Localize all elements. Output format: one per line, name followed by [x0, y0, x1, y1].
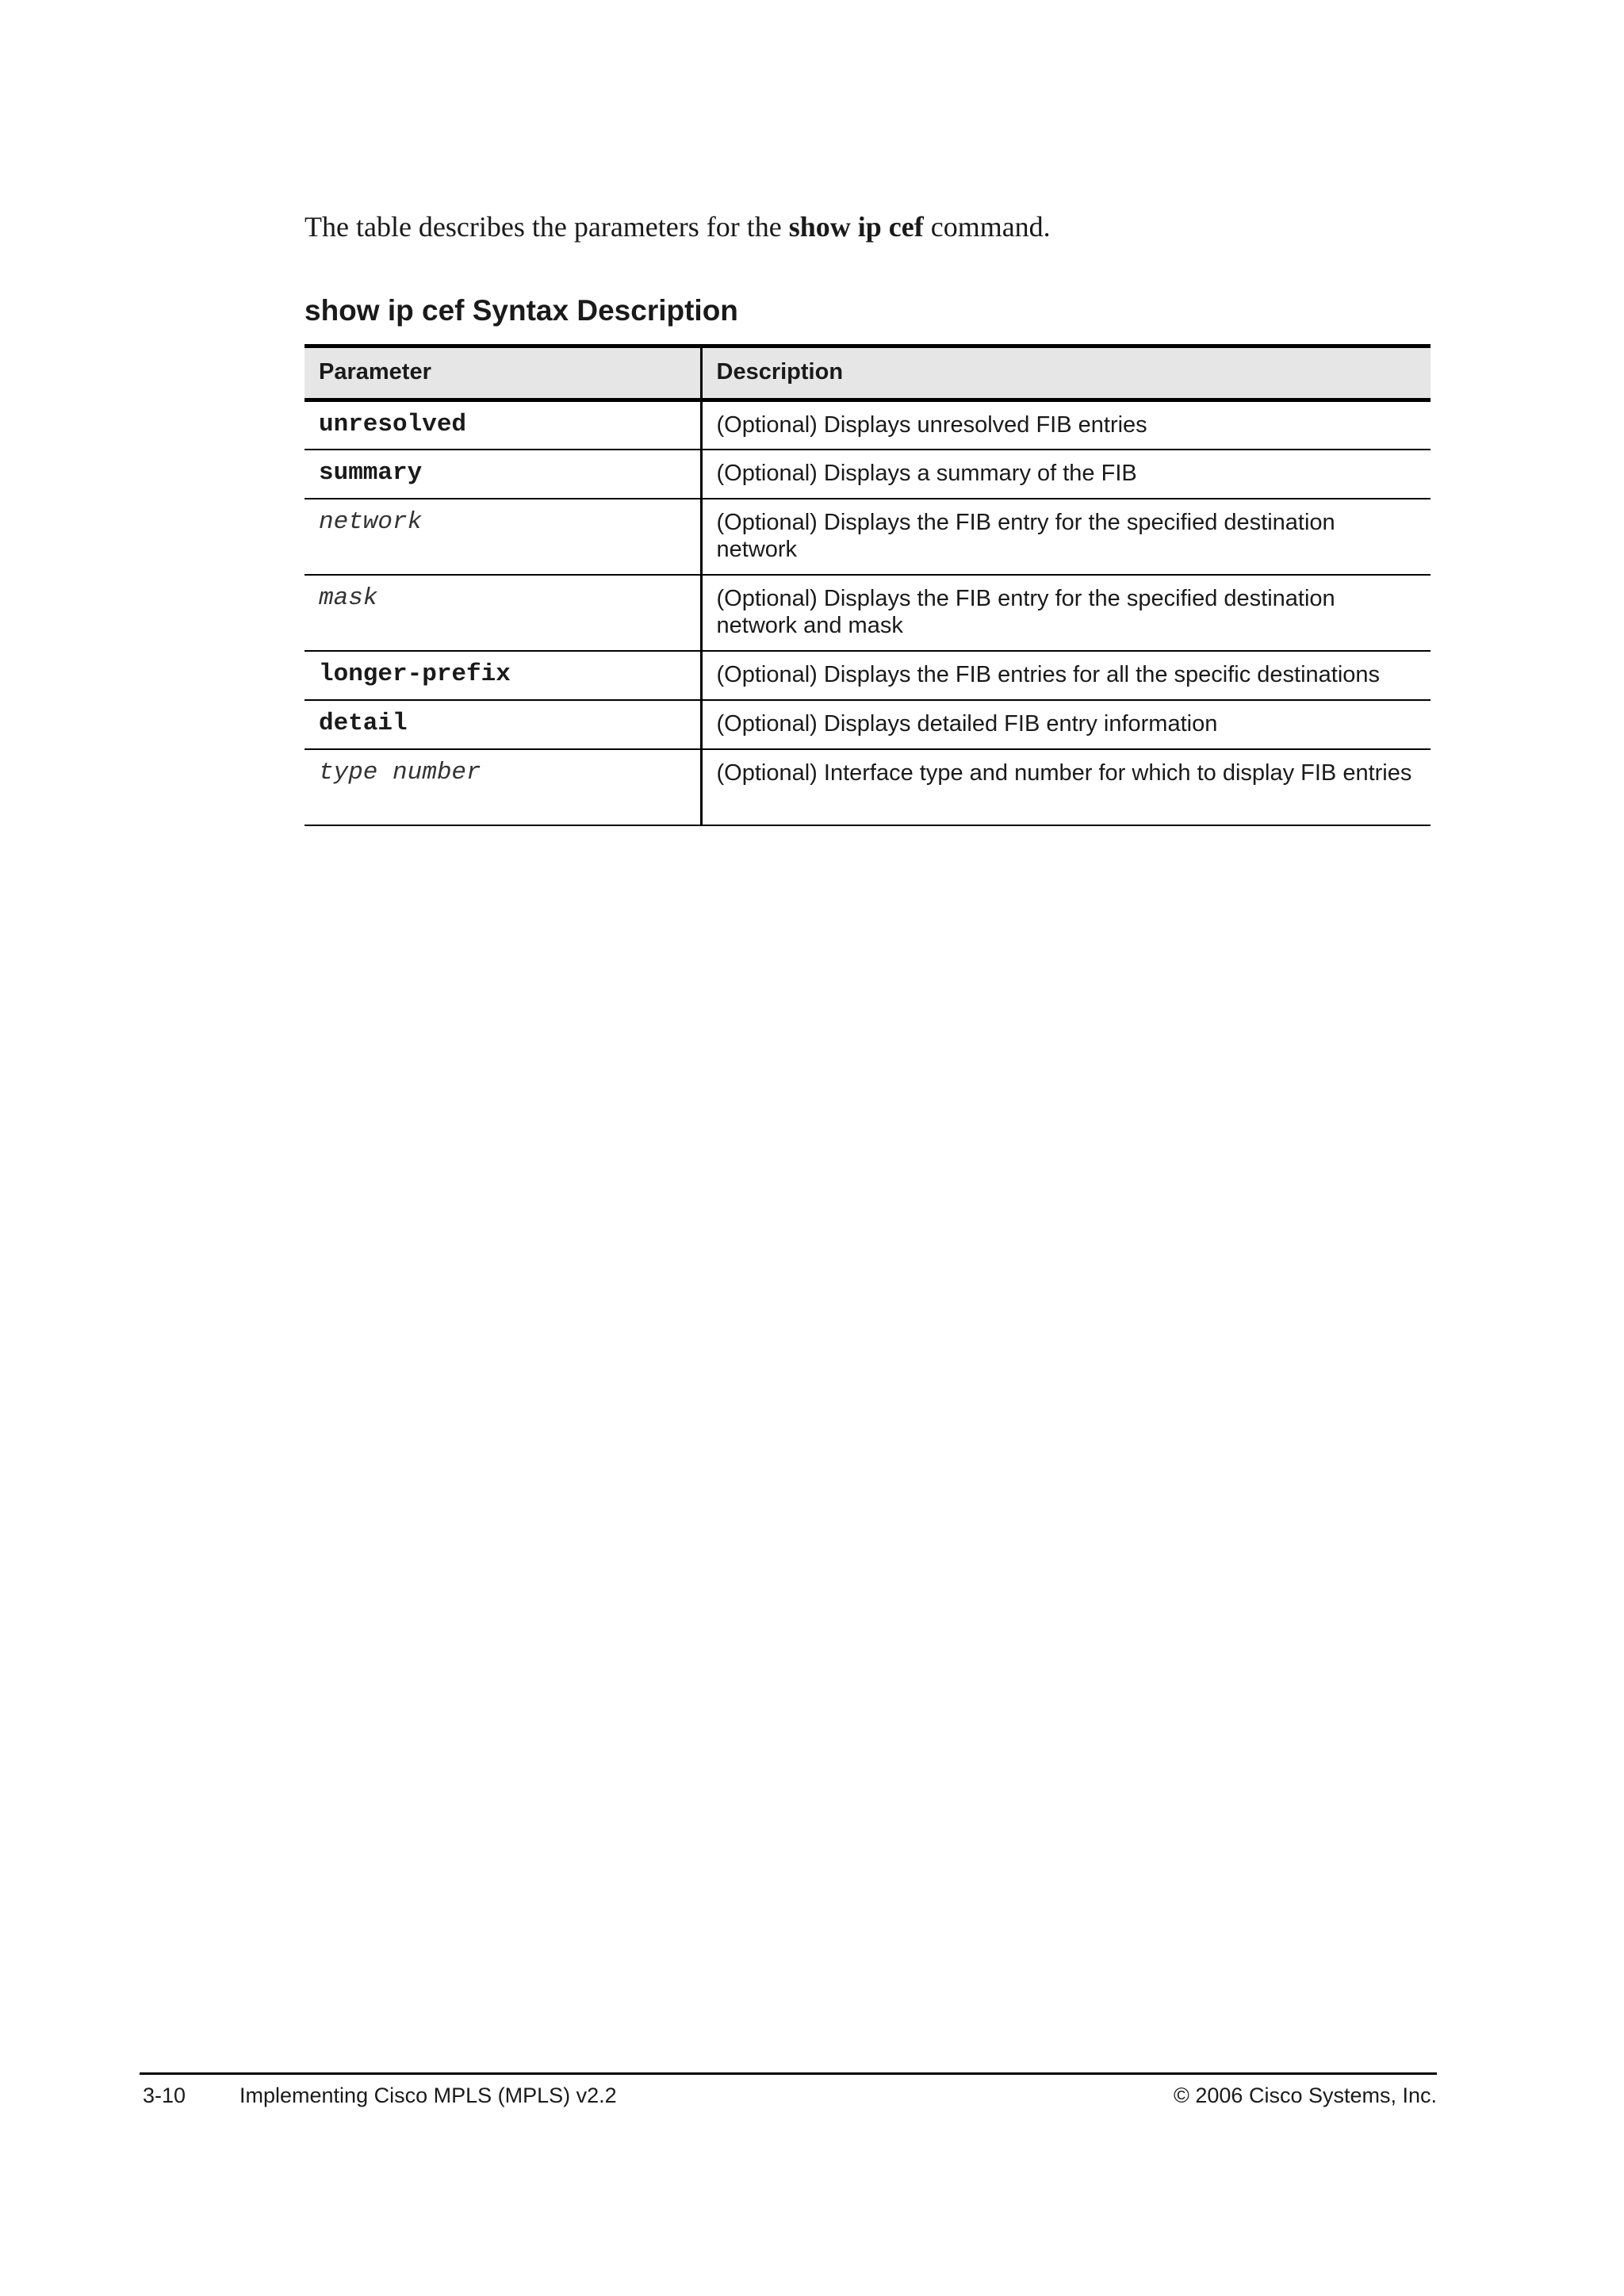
- table-row: [304, 575, 1431, 651]
- table-row: [304, 749, 1431, 825]
- footer-copyright: © 2006 Cisco Systems, Inc.: [1173, 2084, 1437, 2107]
- desc-cell: (Optional) Displays the FIB entries for all the specific destinations: [701, 651, 1431, 700]
- table-row: [304, 499, 1431, 575]
- syntax-table: [304, 344, 1431, 826]
- footer-course-title: Implementing Cisco MPLS (MPLS) v2.2: [239, 2084, 617, 2107]
- intro-paragraph: [304, 208, 1051, 246]
- table-row: [304, 651, 1431, 700]
- param-cell: summary: [304, 450, 701, 499]
- param-cell: unresolved: [304, 400, 701, 450]
- param-cell: longer-prefix: [304, 651, 701, 700]
- header-description: Description: [701, 346, 1431, 400]
- desc-cell: (Optional) Displays the FIB entry for the specified destination network and mask: [701, 575, 1431, 651]
- param-cell: detail: [304, 700, 701, 749]
- header-parameter: Parameter: [304, 346, 701, 400]
- table-row: [304, 400, 1431, 450]
- param-cell: network: [304, 499, 701, 575]
- table-row: [304, 450, 1431, 499]
- intro-command: show ip cef: [788, 211, 924, 243]
- desc-cell: (Optional) Displays a summary of the FIB: [701, 450, 1431, 499]
- desc-cell: (Optional) Interface type and number for which to display FIB entries: [701, 749, 1431, 825]
- intro-text-before: The table describes the parameters for the: [304, 211, 789, 243]
- param-cell: mask: [304, 575, 701, 651]
- table-row: [304, 700, 1431, 749]
- footer-divider: [140, 2072, 1437, 2075]
- table-title: show ip cef Syntax Description: [304, 294, 738, 327]
- param-cell: type number: [304, 749, 701, 825]
- table-header-row: [304, 346, 1431, 400]
- desc-cell: (Optional) Displays detailed FIB entry information: [701, 700, 1431, 749]
- desc-cell: (Optional) Displays the FIB entry for the specified destination network: [701, 499, 1431, 575]
- desc-cell: (Optional) Displays unresolved FIB entries: [701, 400, 1431, 450]
- footer-page-number: 3-10: [143, 2084, 186, 2107]
- intro-text-after: command.: [923, 211, 1051, 243]
